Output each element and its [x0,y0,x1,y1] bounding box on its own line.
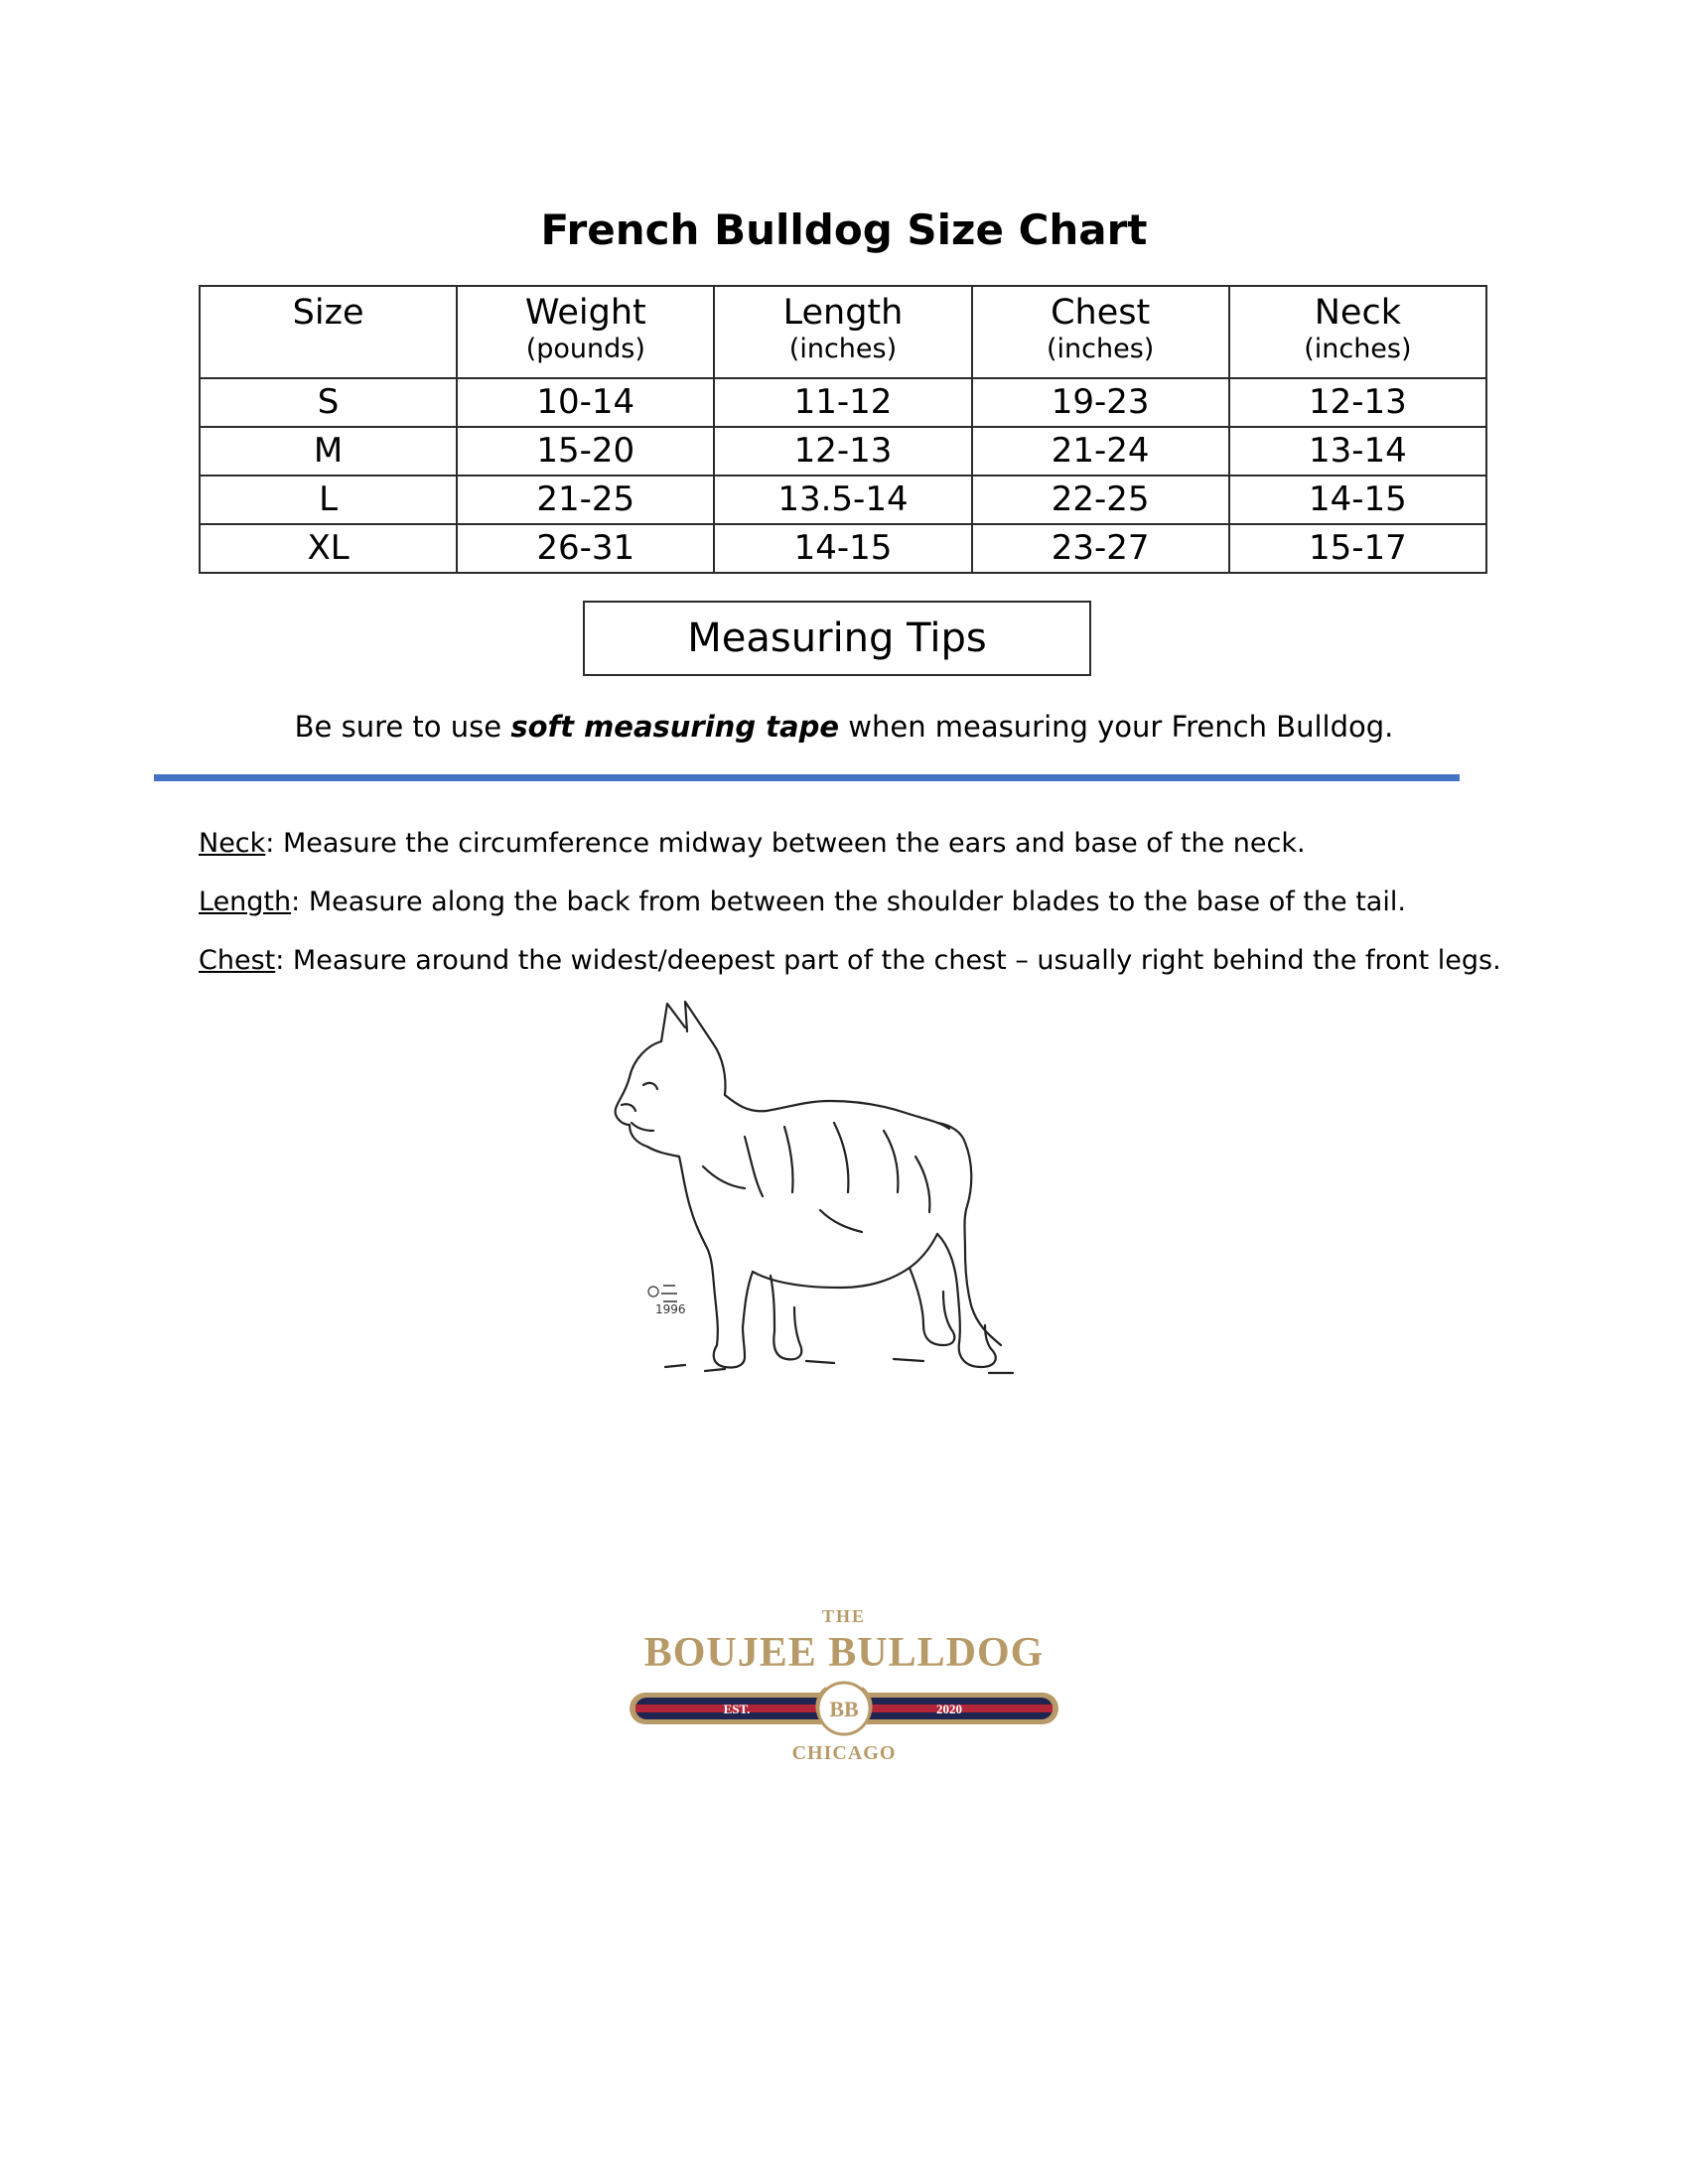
header-size [200,286,457,378]
belly-line [753,1234,937,1288]
logo-monogram: BB [829,1697,859,1721]
cell-weight: 21-25 [457,476,714,524]
tape-note-before: Be sure to use [294,710,511,744]
chest-outline [679,1157,718,1345]
cell-chest: 21-24 [972,427,1229,476]
table-row [200,427,1486,476]
illustrator-signature [661,1286,677,1301]
cell-size: S [200,378,457,427]
french-bulldog-illustration [596,998,1082,1395]
right-ear-outline [685,1002,713,1043]
cell-chest: 23-27 [972,524,1229,573]
cell-length: 14-15 [714,524,971,573]
page-title: French Bulldog Size Chart [540,205,1148,254]
left-ear-outline [661,1004,685,1041]
tip-term: Chest [199,945,276,976]
header-label: Length [782,293,904,333]
cell-weight: 26-31 [457,524,714,573]
tape-note-after: when measuring your French Bulldog. [839,710,1394,744]
header-unit: (inches) [1304,334,1412,364]
cell-chest: 22-25 [972,476,1229,524]
rear-outline [937,1123,1001,1345]
table-row [200,524,1486,573]
logo-year: 2020 [936,1702,962,1716]
tape-note-emphasis: soft measuring tape [510,710,840,744]
cell-length: 11-12 [714,378,971,427]
cell-weight: 15-20 [457,427,714,476]
tip-term: Neck [199,828,266,859]
cell-neck: 12-13 [1229,378,1486,427]
tip-text: : Measure around the widest/deepest part of the chest – usually right behind the front legs. [275,945,1501,976]
header-weight [457,286,714,378]
divider-rule [154,774,1460,781]
boujee-bulldog-logo [616,1598,1072,1767]
copyright-mark [648,1287,658,1297]
logo-the: THE [821,1606,867,1626]
cell-neck: 13-14 [1229,427,1486,476]
cell-length: 12-13 [714,427,971,476]
cell-length: 13.5-14 [714,476,971,524]
cell-size: M [200,427,457,476]
tip-text: : Measure along the back from between the shoulder blades to the base of the tail. [291,887,1406,917]
header-label: Chest [1051,293,1151,333]
header-label: Size [292,293,364,333]
header-unit: (pounds) [525,334,645,364]
header-label: Weight [524,293,646,333]
cell-size: L [200,476,457,524]
header-unit: (inches) [1046,334,1155,364]
header-neck [1229,286,1486,378]
tip-text: : Measure the circumference midway between the ears and base of the neck. [265,828,1306,859]
tip-neck [199,826,1489,862]
header-label: Neck [1314,293,1401,333]
front-leg [771,1276,801,1359]
logo-brand: BOUJEE BULLDOG [643,1630,1045,1676]
tip-chest [199,943,1501,979]
cell-weight: 10-14 [457,378,714,427]
tape-note [0,707,1688,747]
cell-neck: 15-17 [1229,524,1486,573]
cell-neck: 14-15 [1229,476,1486,524]
size-chart-table [199,285,1487,574]
table-row [200,476,1486,524]
header-unit: (inches) [788,334,898,364]
measuring-tips-heading: Measuring Tips [583,601,1091,676]
header-length [714,286,971,378]
cell-size: XL [200,524,457,573]
cell-chest: 19-23 [972,378,1229,427]
back-line [725,1095,949,1129]
table-row [200,378,1486,427]
logo-city: CHICAGO [791,1742,897,1764]
hind-leg [937,1234,996,1367]
illustration-signature: 1996 [655,1302,686,1316]
head-outline [616,1041,679,1157]
logo-est: EST. [723,1702,751,1716]
header-chest [972,286,1229,378]
tip-term: Length [199,887,292,917]
table-header-row [200,286,1486,378]
tip-length [199,885,1489,920]
